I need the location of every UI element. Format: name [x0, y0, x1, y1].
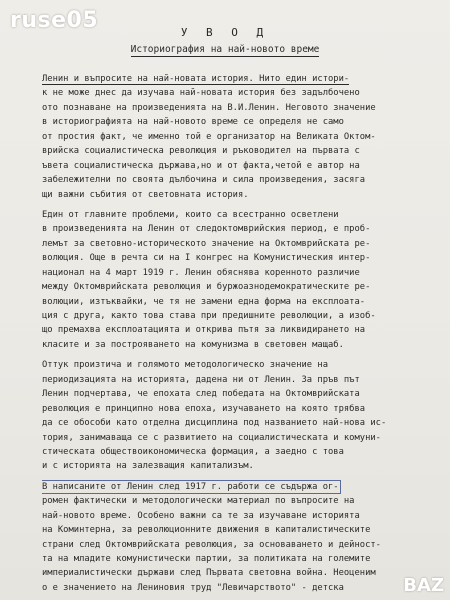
text-line-content: волюции, изтъквайки, че тя не замени една форма на експлоата- [42, 296, 366, 307]
text-line [42, 144, 440, 158]
text-line-content: о е значението на Лениновия труд "Левичарството" - детска [42, 582, 344, 593]
text-line-content: революция е принципно нова епоха, изучаването на която трябва [42, 403, 366, 414]
text-line [42, 459, 440, 473]
text-line [42, 222, 440, 236]
text-line-content: ромен фактически и методологически материал по въпросите на [42, 496, 355, 507]
text-line-content: волюция. Още в речта си на I конгрес на Комунистическия интер- [42, 253, 371, 264]
text-line-content: та на младите комунистически партии, за политиката на големите [42, 554, 371, 564]
text-line-content: Ленин и въпросите на най-новата история. Нито един истори- [42, 74, 350, 84]
text-line [42, 101, 440, 115]
text-line [42, 130, 440, 144]
text-line-content: в историографията на най-новото време се определя не само [42, 117, 344, 128]
text-line-content: да се обособи като отделна дисциплина под названието най-нова ис- [42, 418, 387, 429]
text-line [42, 323, 440, 337]
subtitle-text: Историография на най-новото време [130, 44, 320, 55]
body-text [42, 72, 440, 595]
text-line-content: ция с друга, както това става при предишните революции, а изоб- [42, 311, 376, 321]
text-line-content: империалистически държави след Първата световна война. Неоценим [42, 568, 376, 579]
text-line [42, 494, 440, 508]
text-line [42, 387, 440, 401]
text-line-content: Ленин подчертава, че епохата след победата на Октомврийската [42, 389, 360, 400]
text-line-content: класите и за построяването на комунизма в световен мащаб. [42, 339, 344, 350]
text-line-content: Оттук произтича и голямото методологическо значение на [42, 360, 328, 371]
text-line [42, 552, 440, 566]
text-line [42, 266, 440, 280]
text-line [42, 115, 440, 129]
page-subtitle [0, 44, 450, 55]
text-line [42, 237, 440, 251]
text-line-content: Един от главните проблеми, които са всестранно осветлени [42, 209, 339, 220]
text-line-content: най-новото време. Особено важни са те за изучаване историята [42, 510, 360, 521]
text-line [42, 538, 440, 552]
page-title: У В О Д [180, 26, 270, 39]
text-line [42, 416, 440, 430]
text-line-content: от простия факт, че именно той е организатор на Великата Октом- [42, 131, 376, 142]
text-line [42, 309, 440, 323]
text-line-content: к не може днес да изучава най-новата история без задълбочено [42, 88, 360, 99]
text-line [42, 72, 440, 86]
text-line-content: стическата обществоикономическа формация, а заедно с това [42, 446, 344, 457]
text-line-content: лемът за световно-историческото значение на Октомврийската ре- [42, 238, 371, 249]
text-line-content: забележителни по своята дълбочина и сила произведения, засяга [42, 175, 366, 186]
text-line [42, 509, 440, 523]
text-line-content: и с историята на залезващия капитализъм. [42, 461, 254, 472]
text-line-content: врийска социалистическа революция и ръководител на първата с [42, 146, 360, 157]
watermark-badge: BAZ [403, 575, 444, 596]
text-line [42, 280, 440, 294]
text-line [42, 159, 440, 173]
text-line [42, 208, 440, 222]
text-line [42, 581, 440, 595]
watermark-logo: ruse05 [10, 8, 99, 33]
text-line-content: щи важни събития от световната история. [42, 189, 249, 200]
text-line-content: тория, занимаваща се с развитието на социалистическата и комуни- [42, 432, 381, 443]
text-line [42, 338, 440, 352]
text-line [42, 173, 440, 187]
text-line [42, 86, 440, 100]
text-line-content: що премахва експлоатацията и открива пътя за ликвидирането на [42, 325, 366, 336]
text-line [42, 358, 440, 372]
text-line [42, 295, 440, 309]
text-line-content: страни след Октомврийската революция, за основаването и дейност- [42, 539, 381, 550]
text-line [42, 445, 440, 459]
text-line-content: ото познаване на произведенията на В.И.Ленин. Неговото значение [42, 102, 376, 113]
text-line-content: периодизацията на историята, дадена ни от Ленин. За пръв път [42, 374, 360, 385]
text-line [42, 566, 440, 580]
text-line [42, 523, 440, 537]
text-line [42, 431, 440, 445]
text-line-content: в произведенията на Ленин от следоктомврийския период, е проб- [42, 224, 371, 235]
text-line [42, 373, 440, 387]
text-line-content: ъвета социалистическа държава,но и от факта,четой е автор на [42, 160, 360, 171]
text-line-content: национал на 4 март 1919 г. Ленин обяснява коренното различие [42, 267, 360, 278]
text-line [42, 402, 440, 416]
text-line [42, 251, 440, 265]
text-line-content: между Октомврийската революция и буржоазнодемократическите ре- [42, 282, 371, 293]
text-line [42, 480, 440, 494]
text-line [42, 188, 440, 202]
text-line-content: на Коминтерна, за революционните движения в капиталистическите [42, 525, 371, 536]
text-line-content: В написаните от Ленин след 1917 г. работи се съдържа ог- [42, 481, 339, 492]
